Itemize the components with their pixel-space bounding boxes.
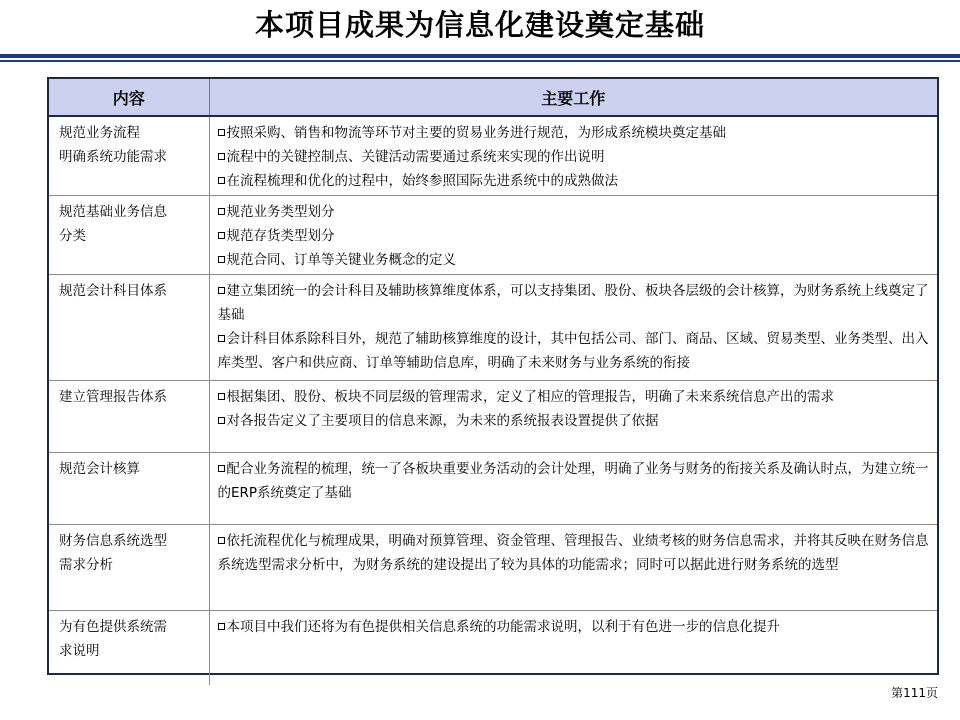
table-row [49,275,937,381]
square-bullet-icon [218,208,225,215]
table-row [49,453,937,525]
work-item-text: 本项目中我们还将为有色提供相关信息系统的功能需求说明，以利于有色进一步的信息化提升 [226,619,780,635]
work-item [218,409,930,433]
square-bullet-icon [218,537,225,544]
square-bullet-icon [218,177,225,184]
work-item-text: 配合业务流程的梳理，统一了各板块重要业务活动的会计处理，明确了业务与财务的衔接关系及确认时点，为建立统一的ERP系统奠定了基础 [217,461,929,501]
row-category-cell [49,525,209,611]
work-item-text: 流程中的关键控制点、关键活动需要通过系统来实现的作出说明 [226,149,605,165]
work-item [218,529,930,577]
category-text: 求说明 [59,643,100,659]
row-work-cell [209,116,937,196]
table-row [49,525,937,611]
work-item [218,224,930,248]
category-text: 为有色提供系统需 [59,619,167,635]
row-work-cell [209,525,937,611]
category-text: 分类 [59,228,86,244]
square-bullet-icon [218,623,225,630]
table-header-row [49,79,937,116]
table-row [49,611,937,685]
work-item [218,615,930,639]
work-item [218,457,930,505]
category-text: 规范业务流程 [59,125,140,141]
row-work-cell [209,381,937,453]
square-bullet-icon [218,287,225,294]
row-category-cell [49,381,209,453]
square-bullet-icon [218,129,225,136]
row-work-cell [209,453,937,525]
title-divider-thin [0,60,960,62]
work-item [218,385,930,409]
table-row [49,381,937,453]
square-bullet-icon [218,417,225,424]
work-item-text: 建立集团统一的会计科目及辅助核算维度体系，可以支持集团、股份、板块各层级的会计核算，为财务系统上线奠定了基础 [217,283,929,323]
table-row [49,196,937,275]
category-text: 需求分析 [59,557,113,573]
row-category-cell [49,275,209,381]
category-text: 规范基础业务信息 [59,204,167,220]
work-item-text: 按照采购、销售和物流等环节对主要的贸易业务进行规范，为形成系统模块奠定基础 [226,125,726,141]
square-bullet-icon [218,153,225,160]
square-bullet-icon [218,256,225,263]
work-item-text: 依托流程优化与梳理成果，明确对预算管理、资金管理、管理报告、业绩考核的财务信息需求，并将其反映在财务信息系统选型需求分析中，为财务系统的建设提出了较为具体的功能需求；同时可以据此进行财务系统的选型 [217,533,929,573]
work-item-text: 根据集团、股份、板块不同层级的管理需求，定义了相应的管理报告，明确了未来系统信息产出的需求 [226,389,834,405]
row-work-cell [209,611,937,685]
title-divider-thick [0,54,960,58]
square-bullet-icon [218,393,225,400]
work-item [218,200,930,224]
work-item-text: 会计科目体系除科目外，规范了辅助核算维度的设计，其中包括公司、部门、商品、区域、贸易类型、业务类型、出入库类型、客户和供应商、订单等辅助信息库，明确了未来财务与业务系统的衔接 [217,331,929,371]
page-number: 第111页 [891,686,938,700]
work-item [218,279,930,327]
row-category-cell [49,196,209,275]
table-row [49,116,937,196]
category-text: 建立管理报告体系 [59,389,167,405]
row-category-cell [49,116,209,196]
work-item-text: 规范存货类型划分 [226,228,335,244]
square-bullet-icon [218,465,225,472]
page-title: 本项目成果为信息化建设奠定基础 [254,8,705,42]
row-category-cell [49,611,209,685]
work-item-text: 规范合同、订单等关键业务概念的定义 [226,252,456,268]
category-text: 明确系统功能需求 [59,149,167,165]
row-work-cell [209,275,937,381]
row-work-cell [209,196,937,275]
work-item [218,248,930,272]
work-item-text: 规范业务类型划分 [226,204,335,220]
square-bullet-icon [218,335,225,342]
work-item [218,121,930,145]
work-item [218,169,930,193]
work-item-text: 在流程梳理和优化的过程中，始终参照国际先进系统中的成熟做法 [226,173,618,189]
header-main-work: 主要工作 [209,79,937,116]
work-item [218,327,930,375]
work-item-text: 对各报告定义了主要项目的信息来源，为未来的系统报表设置提供了依据 [226,413,659,429]
square-bullet-icon [218,232,225,239]
category-text: 规范会计科目体系 [59,283,167,299]
category-text: 财务信息系统选型 [59,533,167,549]
category-text: 规范会计核算 [59,461,140,477]
content-table-container [47,77,939,675]
row-category-cell [49,453,209,525]
content-table [49,79,937,685]
work-item [218,145,930,169]
header-content: 内容 [49,79,209,116]
